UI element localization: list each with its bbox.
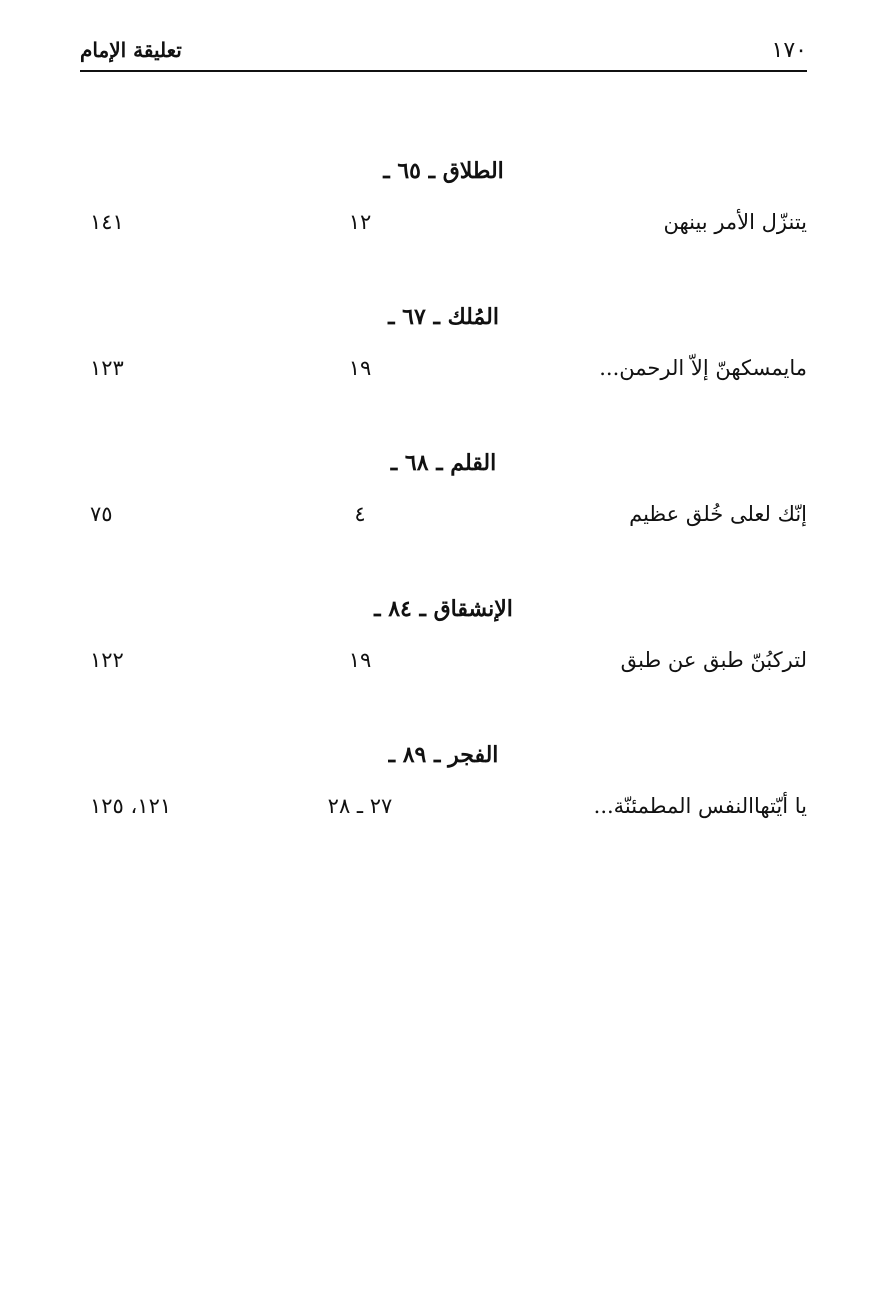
surah-section <box>80 578 807 724</box>
verse-number: ٤ <box>354 502 366 526</box>
verse-row <box>80 210 807 250</box>
surah-heading: الطلاق ـ ٦٥ ـ <box>383 158 504 184</box>
surah-heading: الفجر ـ ٨٩ ـ <box>388 742 499 768</box>
running-title: تعليقة الإمام <box>80 38 182 62</box>
page-reference: ١٢٢ <box>90 648 124 672</box>
verse-row <box>80 502 807 542</box>
surah-heading: القلم ـ ٦٨ ـ <box>390 450 497 476</box>
surah-heading: الإنشقاق ـ ٨٤ ـ <box>374 596 513 622</box>
verse-text: لتركبُنّ طبق عن طبق <box>620 648 807 672</box>
verse-row <box>80 356 807 396</box>
page-reference: ١٢١، ١٢٥ <box>90 794 172 818</box>
verse-row <box>80 794 807 834</box>
surah-section <box>80 432 807 578</box>
verse-text: يتنزّل الأمر بينهن <box>663 210 807 234</box>
verse-number: ١٩ <box>348 356 372 380</box>
surah-heading: المُلك ـ ٦٧ ـ <box>388 304 499 330</box>
page-number: ١٧٠ <box>771 38 807 63</box>
verse-number: ١٩ <box>348 648 372 672</box>
verse-text: يا أيّتهاالنفس المطمئنّة... <box>593 794 807 818</box>
page-header <box>80 30 807 72</box>
verse-row <box>80 648 807 688</box>
verse-text: إنّك لعلى خُلق عظيم <box>629 502 807 526</box>
verse-text: مايمسكهنّ إلاّ الرحمن... <box>599 356 807 380</box>
page-reference: ٧٥ <box>90 502 113 526</box>
page-reference: ١٢٣ <box>90 356 124 380</box>
surah-section <box>80 286 807 432</box>
verse-number: ٢٧ ـ ٢٨ <box>327 794 393 818</box>
verse-number: ١٢ <box>348 210 372 234</box>
surah-section <box>80 140 807 286</box>
index-content <box>80 140 807 870</box>
page-reference: ١٤١ <box>90 210 124 234</box>
surah-section <box>80 724 807 870</box>
